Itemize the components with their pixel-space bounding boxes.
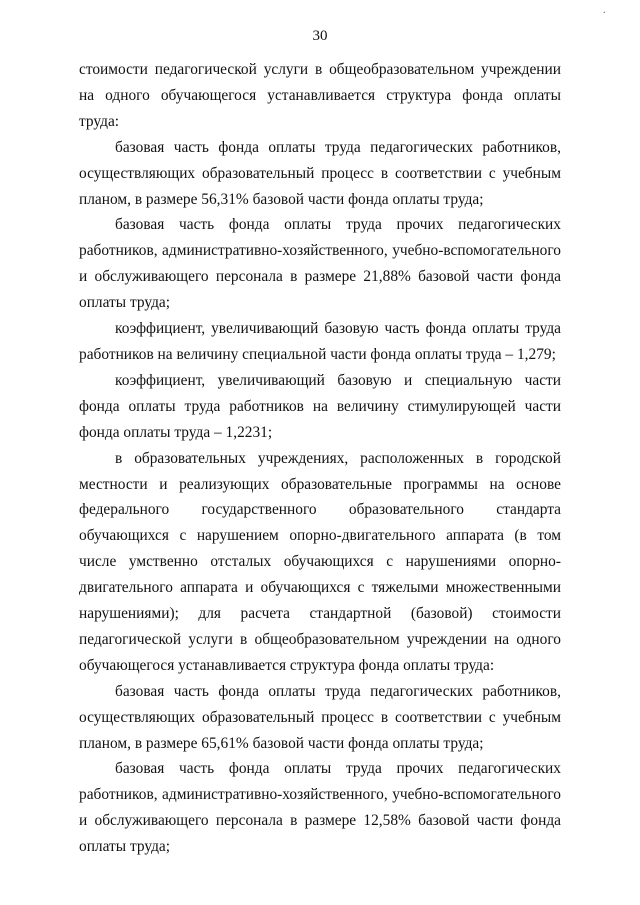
paragraph: коэффициент, увеличивающий базовую и специальную части фонда оплаты труда работников на величину стимулирующей части фонда оплаты труда – 1,2231; [79, 371, 561, 441]
document-body [79, 57, 561, 860]
scan-mark: · [602, 8, 606, 19]
paragraph: стоимости педагогической услуги в общеобразовательном учреждении на одного обучающегося устанавливается структура фонда оплаты труда: [79, 61, 561, 130]
paragraph: в образовательных учреждениях, расположенных в городской местности и реализующих образовательные программы на основе федерального государственного образовательного стандарта обучающихся с нарушением опорно-двигательного аппарата (в том числе умственно отсталых обучающихся с нарушениями опорно-двигательного аппарата и обучающихся с тяжелыми множественными нарушениями); для расчета стандартной (базовой) стоимости педагогической услуги в общеобразовательном учреждении на одного обучающегося устанавливается структура фонда оплаты труда: [79, 449, 561, 674]
page-number: 30 [312, 28, 328, 44]
paragraph: базовая часть фонда оплаты труда педагогических работников, осуществляющих образовательный процесс в соответствии с учебным планом, в размере 56,31% базовой части фонда оплаты труда; [79, 138, 561, 208]
paragraph: базовая часть фонда оплаты труда прочих педагогических работников, административно-хозяйственного, учебно-вспомогательного и обслуживающего персонала в размере 12,58% базовой части фонда оплаты труда; [79, 760, 561, 856]
paragraph: коэффициент, увеличивающий базовую часть фонда оплаты труда работников на величину специальной части фонда оплаты труда – 1,279; [79, 320, 561, 363]
paragraph: базовая часть фонда оплаты труда прочих педагогических работников, административно-хозяйственного, учебно-вспомогательного и обслуживающего персонала в размере 21,88% базовой части фонда оплаты труда; [79, 216, 561, 312]
paragraph: базовая часть фонда оплаты труда педагогических работников, осуществляющих образовательный процесс в соответствии с учебным планом, в размере 65,61% базовой части фонда оплаты труда; [79, 682, 561, 752]
